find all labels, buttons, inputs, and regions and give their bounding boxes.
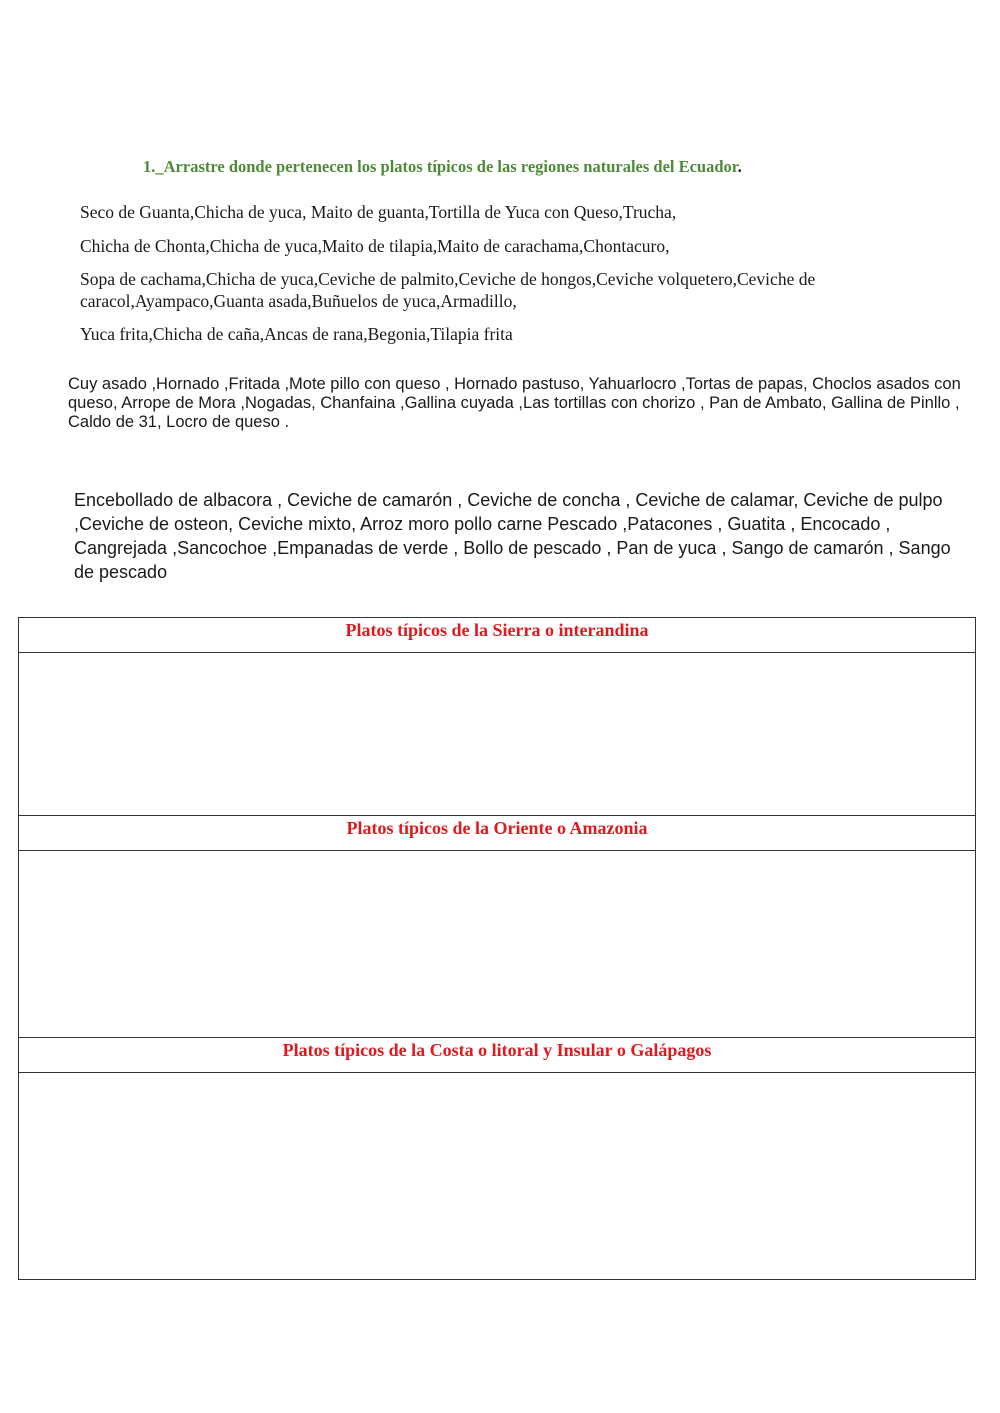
oriente-word-line-4[interactable]: Yuca frita,Chicha de caña,Ancas de rana,Begonia,Tilapia frita	[80, 324, 513, 344]
oriente-drop-zone[interactable]	[19, 851, 975, 1038]
instruction-heading	[143, 157, 983, 177]
oriente-header: Platos típicos de la Oriente o Amazonia	[346, 818, 648, 838]
oriente-word-line-2[interactable]: Chicha de Chonta,Chicha de yuca,Maito de tilapia,Maito de carachama,Chontacuro,	[80, 236, 670, 256]
oriente-word-line-1[interactable]: Seco de Guanta,Chicha de yuca, Maito de guanta,Tortilla de Yuca con Queso,Trucha,	[80, 202, 677, 222]
costa-header: Platos típicos de la Costa o litoral y Insular o Galápagos	[282, 1040, 712, 1060]
sierra-header-row	[19, 618, 975, 653]
oriente-header-row	[19, 816, 975, 851]
instruction-period: .	[737, 157, 742, 176]
costa-header-row	[19, 1038, 975, 1073]
sierra-drop-zone[interactable]	[19, 653, 975, 816]
costa-word-group[interactable]: Encebollado de albacora , Ceviche de camarón , Ceviche de concha , Ceviche de calamar, Ceviche de pulpo ,Ceviche de osteon, Ceviche mixto, Arroz moro pollo carne Pescado ,Patacones , Guatita , Encocado , Cangrejada ,Sancochoe ,Empanadas de verde , Bollo de pescado , Pan de yuca , Sango de camarón , Sango de pescado	[74, 490, 951, 582]
regions-table	[18, 617, 976, 1280]
oriente-word-line-3[interactable]: Sopa de cachama,Chicha de yuca,Ceviche de palmito,Ceviche de hongos,Ceviche volquetero,Ceviche de caracol,Ayampaco,Guanta asada,Buñuelos de yuca,Armadillo,	[80, 269, 816, 311]
instruction-text: 1._Arrastre donde pertenecen los platos típicos de las regiones naturales del Ecuador	[143, 157, 738, 176]
costa-drop-zone[interactable]	[19, 1073, 975, 1279]
sierra-word-group[interactable]: Cuy asado ,Hornado ,Fritada ,Mote pillo con queso , Hornado pastuso, Yahuarlocro ,Tortas de papas, Choclos asados con queso, Arrope de Mora ,Nogadas, Chanfaina ,Gallina cuyada ,Las tortillas con chorizo , Pan de Ambato, Gallina de Pinllo , Caldo de 31, Locro de queso .	[68, 375, 961, 431]
sierra-header: Platos típicos de la Sierra o interandina	[345, 620, 649, 640]
